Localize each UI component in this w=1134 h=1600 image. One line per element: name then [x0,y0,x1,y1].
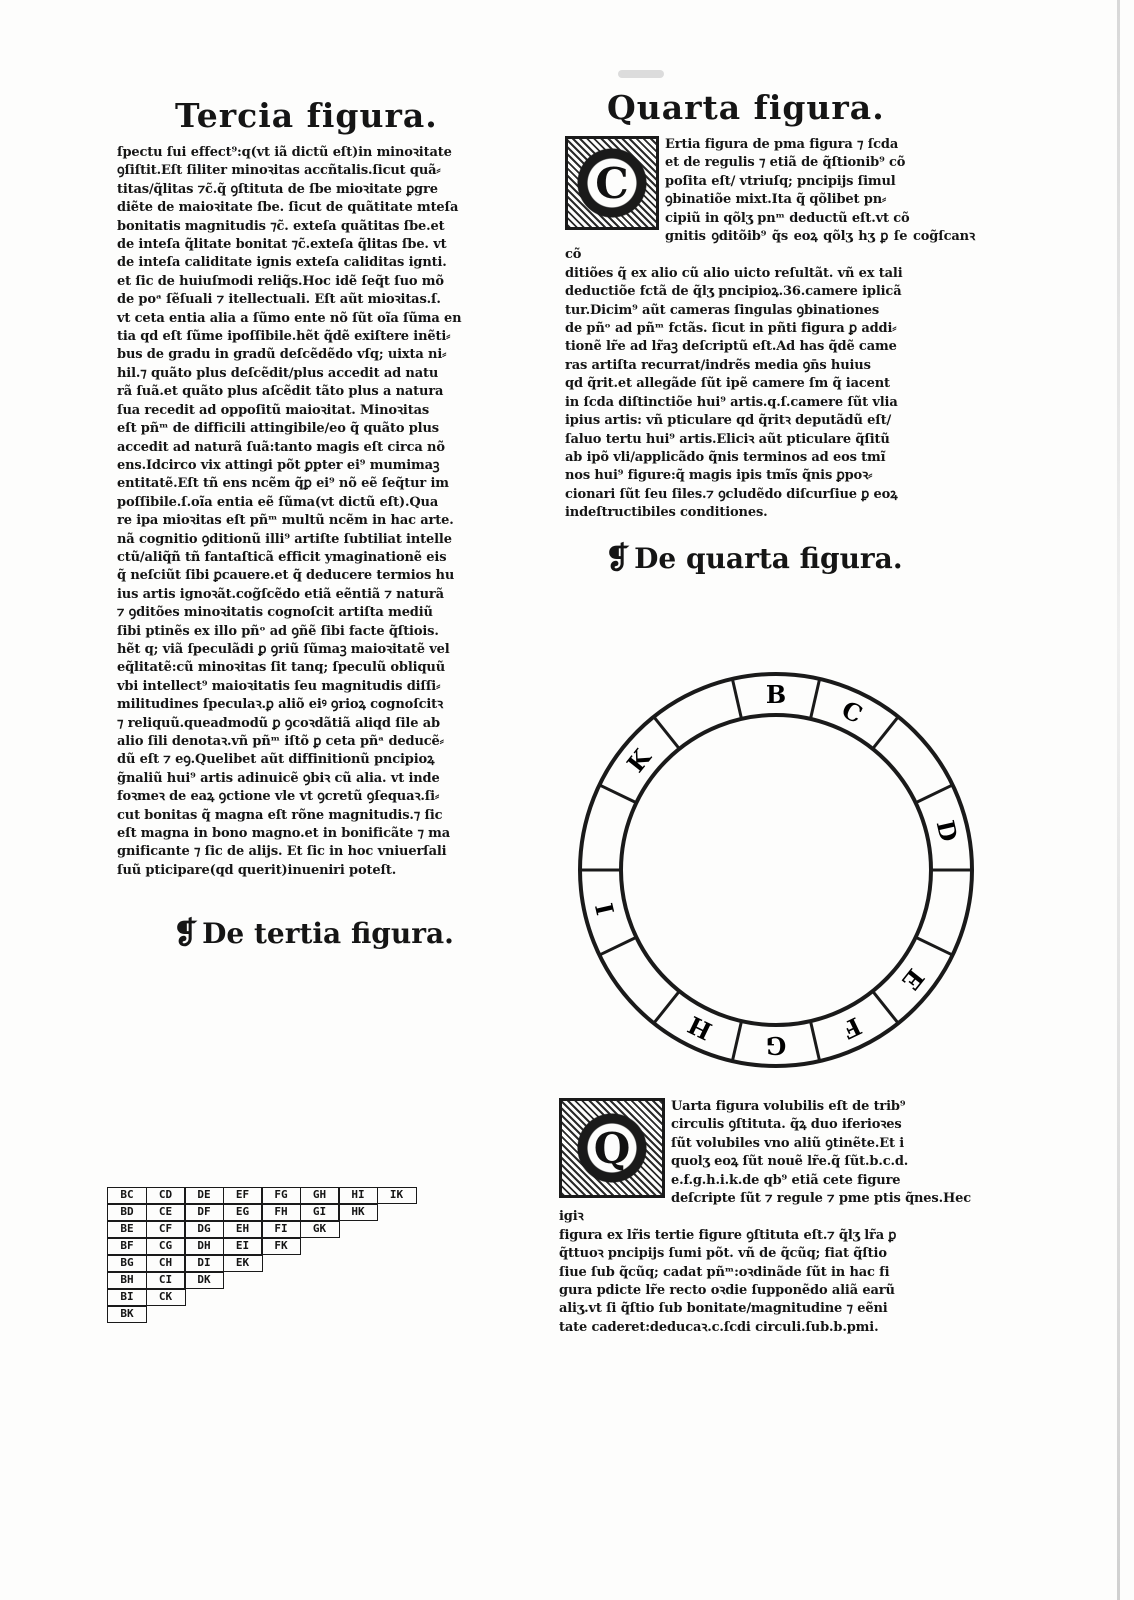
pair-cell: FK [261,1238,301,1255]
pair-cell: BE [107,1221,147,1238]
wheel-letter: E [896,963,931,996]
wheel-divider [810,679,819,719]
pilcrow-mark: ❡ [173,916,199,952]
decorated-initial-c [565,136,659,230]
quarta-intro-paragraph [565,136,975,523]
wheel-letter: D [930,817,964,845]
page-edge-shadow [1117,0,1120,1600]
pair-cell: EH [223,1221,263,1238]
left-column-body: ſpectu ſui effect⁹:q(vt iã dictũ eſt)in minoꝛitate ꝯſiſtit.Eſt ſiliter minoꝛitas accñtalis.ſicut quã⸗ titas/q̃litas ⁊c̃.q̃ ꝯſtituta de ſbe mioꝛitate ꝑgre diẽte de maioꝛitate ſbe. ſicut de quãtitate mteſa bonitatis magnitudis ⁊c̃. exteſa quãtitas ſbe.et de inteſa q̃litate bonitat ⁊c̃.exteſa q̃litas ſbe. vt de inteſa caliditate ignis exteſa caliditas ignti. et ſic de huiuſmodi reliq̃s.Hoc idẽ ſeq̃t ſuo mõ de poᵃ ſẽſuali ⁊ itellectuali. Eſt aũt mioꝛitas.ſ. vt ceta entia alia a ſũmo ente nõ ſũt oĩa ſũma en tia qd eſt ſũme ipoſſibile.hẽt q̃dẽ exiſtere inẽti⸗ bus de gradu in gradũ deſcẽdẽdo vſq; uixta ni⸗ hil.⁊ quãto plus deſcẽdit/plus accedit ad natu rã ſuã.et quãto plus aſcẽdit tãto plus a natura ſua recedit ad oppoſitũ maioꝛitat. Minoꝛitas eſt pñᵐ de difficili attingibile/eo q̃ quãto plus accedit ad naturã ſuã:tanto magis eſt circa nõ ens.Idcirco vix attingi põt ꝑpter ei⁹ mumimaꝫ entitatẽ.Eſt tñ ens ncẽm q̃ꝑ ei⁹ nõ eẽ ſeq̃tur im poſſibile.ſ.oĩa entia eẽ ſũma(vt dictũ eſt).Qua re ipa mioꝛitas eſt pñᵐ multũ ncẽm in hac arte. nã cognitio ꝯditionũ illi⁹ artiſte ſubtiliat intelle ctũ/aliq̃ñ tñ fantaſticã efficit ymaginationẽ eis q̃ neſciũt ſibi ꝑcauere.et q̃ deducere termios hu ius artis ignoꝛãt.cog̃ſcẽdo etiã eẽntiã ⁊ naturã ⁊ ꝯditões minoꝛitatis cognoſcit artiſta mediũ ſibi ptinẽs ex illo pñᵒ ad ꝯñẽ ſibi facte q̃ſtiois. hẽt q; viã ſpeculãdi ꝑ ꝯriũ ſũmaꝫ maioꝛitatẽ vel eq̃litatẽ:cũ minoꝛitas ſit tanq; ſpeculũ obliquũ vbi intellect⁹ maioꝛitatis ſeu magnitudis diſſi⸗ militudines ſpeculaꝛ.ꝑ aliõ eiꝰ ꝯrioꝝ cognoſcitꝛ ⁊ reliquũ.queadmodũ ꝑ ꝯcoꝛdãtiã aliqd ſile ab alio ſili denotaꝛ.vñ pñᵐ iſtõ ꝑ ceta pñᵃ deducẽ⸗ dũ eſt ⁊ eꝯ.Quelibet aũt diffinitionũ pncipioꝝ g̃naliũ hui⁹ artis adinuicẽ ꝯbiꝛ cũ alia. vt inde foꝛmeꝛ de eaꝝ ꝯctione vle vt ꝯcretũ ꝯſequaꝛ.ſi⸗ cut bonitas q̃ magna eſt rõne magnitudis.⁊ ſic eſt magna in bono magno.et in bonificãte ⁊ ma gnificante ⁊ ſic de alijs. Et ſic in hoc vniuerſali ſuũ pticipare(qd querit)inueniri poteſt. [117,145,462,878]
pair-cell: EG [223,1204,263,1221]
wheel-letter: B [765,680,787,709]
pair-cell: HI [338,1187,378,1204]
pairs-row [107,1255,415,1272]
pair-cell: BI [107,1289,147,1306]
wheel-letter: I [589,900,621,918]
pair-cell: BD [107,1204,147,1221]
pairs-row [107,1238,415,1255]
wheel-diagram [576,672,986,1072]
pair-cell: EF [223,1187,263,1204]
pair-cell: CE [146,1204,186,1221]
pair-cell: DH [184,1238,224,1255]
pair-cell: CH [146,1255,186,1272]
pair-cell: CD [146,1187,186,1204]
quarta-figura-wheel [576,672,986,1072]
wheel-letter: K [620,743,657,778]
pair-cell: FG [261,1187,301,1204]
de-quarta-figura-heading [565,541,975,577]
tertia-figura-pairs-table [107,1187,415,1323]
left-column [117,96,533,952]
wheel-letter: C [837,694,868,730]
pairs-row [107,1306,415,1323]
tercia-figura-title: Tercia figura. [175,96,438,135]
pair-cell: BG [107,1255,147,1272]
wheel-divider [873,991,899,1023]
pair-cell: DK [184,1272,224,1289]
quarta-figura-title: Quarta figura. [607,88,885,127]
wheel-divider [732,1021,741,1061]
de-tertia-figura-heading [117,916,533,952]
pair-cell: BH [107,1272,147,1289]
pair-cell: FH [261,1204,301,1221]
wheel-letter: G [765,1031,787,1060]
wheel-divider [599,937,636,955]
wheel-divider [599,785,636,803]
pair-cell: IK [377,1187,417,1204]
initial-letter: C [595,158,629,208]
pair-cell: DI [184,1255,224,1272]
pair-cell: CI [146,1272,186,1289]
pair-cell: EI [223,1238,263,1255]
wheel-divider [916,937,953,955]
wheel-letter: F [838,1011,867,1045]
wheel-divider [873,717,899,749]
wheel-letter: H [683,1010,717,1047]
pair-cell: GH [300,1187,340,1204]
pair-cell: CF [146,1221,186,1238]
pair-cell: BC [107,1187,147,1204]
ink-smudge [618,70,664,78]
pair-cell: CG [146,1238,186,1255]
pair-cell: DF [184,1204,224,1221]
wheel-divider [916,785,953,803]
pairs-row [107,1272,415,1289]
initial-letter-2: Q [593,1123,631,1173]
pair-cell: GI [300,1204,340,1221]
de-tertia-figura-label: De tertia figura. [202,917,454,951]
pair-cell: BF [107,1238,147,1255]
wheel-divider [810,1021,819,1061]
wheel-divider [654,717,680,749]
pilcrow-mark-2: ❡ [605,540,631,576]
right-column-body-bottom: Uarta figura volubilis eſt de trib⁹ circulis ꝯſtituta. q̃ꝝ duo iferioꝛes ſũt volubiles vno aliũ ꝯtinẽte.Et i quolʒ eoꝝ ſũt nouẽ lr̃e.q̃ ſũt.b.c.d. e.f.g.h.i.k.de qb⁹ etiã cete figure deſcripte ſũt ⁊ regule ⁊ pme ptis q̃nes.Hec igiꝛ figura ex lr̃is tertie figure ꝯſtituta eſt.⁊ q̃lʒ lr̃a ꝑ q̃ttuoꝛ pncipijs ſumi põt. vñ de q̃cũq; fiat q̃ſtio ſiue ſub q̃cũq; cadat pñᵐ:oꝛdinãde ſũt in hac fi gura pdicte lr̃e recto oꝛdie ſupponẽdo aliã earũ aliʒ.vt ſi q̃ſtio ſub bonitate/magnitudine ⁊ eẽni tate caderet:deducaꝛ.c.ſcdi circuli.ſub.b.pmi. [559,1099,971,1335]
pair-cell: FI [261,1221,301,1238]
pair-cell: BK [107,1306,147,1323]
pairs-row [107,1204,415,1221]
pair-cell: EK [223,1255,263,1272]
pair-cell: GK [300,1221,340,1238]
inner-ring [621,715,931,1025]
pairs-row [107,1187,415,1204]
outer-ring [580,674,972,1066]
wheel-divider [732,679,741,719]
wheel-divider [654,991,680,1023]
de-quarta-figura-label: De quarta figura. [634,541,903,575]
pairs-row [107,1289,415,1306]
pair-cell: DE [184,1187,224,1204]
pair-cell: HK [338,1204,378,1221]
decorated-initial-q [559,1098,665,1198]
pairs-row [107,1221,415,1238]
quarta-description-paragraph [559,1098,971,1337]
right-column-body-top: Ertia figura de pma figura ⁊ ſcda et de regulis ⁊ etiã de q̃ſtionib⁹ cõ poſita eſt/ vtriuſq; pncipijs ſimul ꝯbinatiõe mixt.Ita q̃ qõlibet pn⸗ cipiũ in qõlʒ pnᵐ deductũ eſt.vt cõ gnitis ꝯditõib⁹ q̃s eoꝝ qõlʒ hʒ ꝑ ſe cog̃ſcanꝛ cõ ditiões q̃ ex alio cũ alio uicto reſultãt. vñ ex tali deductiõe fctã de q̃lʒ pncipioꝝ.36.camere iplicã tur.Dicim⁹ aũt cameras ſingulas ꝯbinationes de pñᵒ ad pñᵐ fctãs. ſicut in pñti figura ꝑ addi⸗ tionẽ lr̃e ad lr̃aꝫ deſcriptũ eſt.Ad has q̃dẽ came ras artiſta recurrat/indrẽs media ꝯn̄s huius qd q̃rit.et allegãde ſũt ipẽ camere ſm q̃ iacent in ſcda diſtinctiõe hui⁹ artis.q.ſ.camere ſũt vlia ipius artis: vñ pticulare qd q̃ritꝛ deputãdũ eſt/ ſaluo tertu hui⁹ artis.Eliciꝛ aũt pticulare q̃ſitũ ab ipõ vli/applicãdo q̃nis terminos ad eos tmĩ nos hui⁹ figure:q̃ magis ipis tmĩs q̃nis ꝑpoꝛ⸗ cionari ſũt ſeu ſiles.⁊ ꝯcludẽdo diſcurſiue ꝑ eoꝝ indeſtructibiles conditiones. [565,137,975,521]
pair-cell: DG [184,1221,224,1238]
pair-cell: CK [146,1289,186,1306]
right-column [565,88,975,577]
